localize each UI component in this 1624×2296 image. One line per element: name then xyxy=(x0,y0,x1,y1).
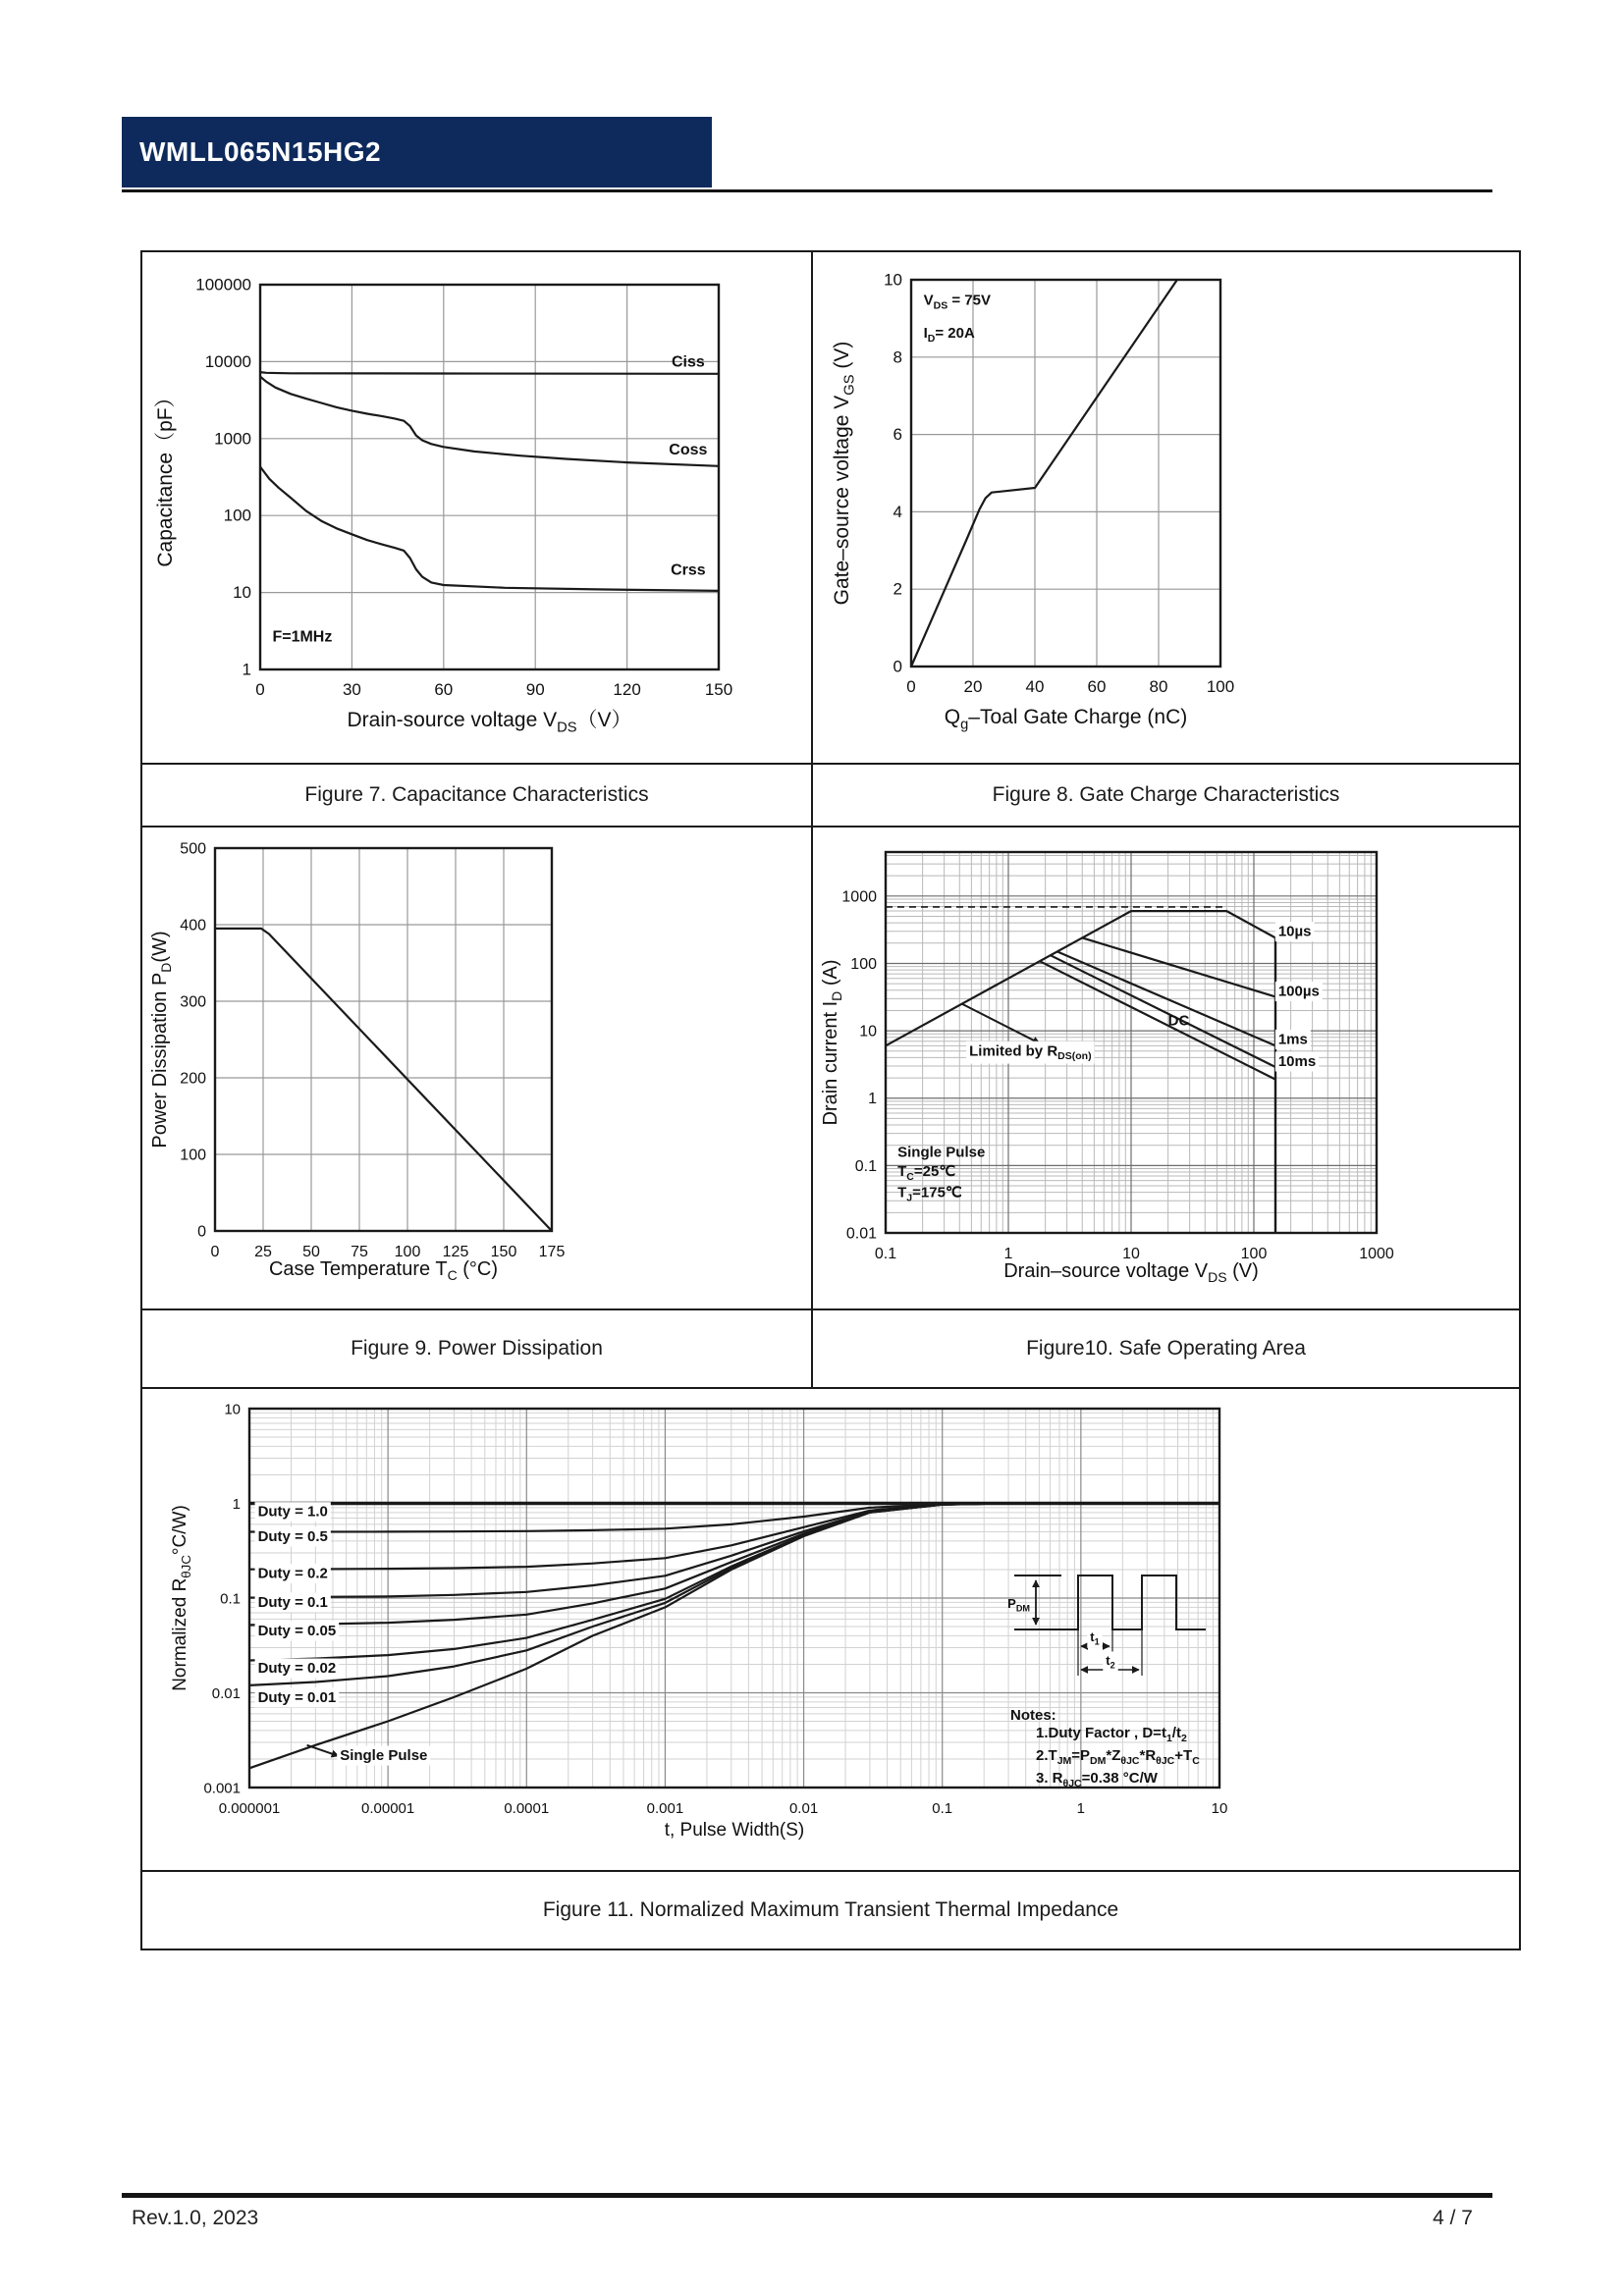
svg-text:150: 150 xyxy=(490,1244,517,1260)
svg-text:Single Pulse: Single Pulse xyxy=(340,1747,428,1765)
svg-text:Duty = 1.0: Duty = 1.0 xyxy=(257,1503,328,1521)
svg-text:0.1: 0.1 xyxy=(874,1246,897,1262)
svg-text:100: 100 xyxy=(394,1244,421,1260)
note-duty-factor: 1.Duty Factor , $D=t_1/t_2$ xyxy=(1036,1725,1187,1744)
power-dissipation-chart xyxy=(142,828,813,1308)
svg-text:F=1MHz: F=1MHz xyxy=(272,628,333,646)
svg-text:Single Pulse: Single Pulse xyxy=(897,1144,986,1161)
figures-table xyxy=(140,250,1521,1950)
svg-text:Normalized RθJC°C/W): Normalized $R_{\theta JC}^\circ C/W$) xyxy=(170,1505,193,1691)
svg-text:t2: $t_2$ xyxy=(1106,1653,1115,1671)
svg-text:0: 0 xyxy=(893,657,902,676)
svg-text:80: 80 xyxy=(1149,677,1168,696)
svg-text:10000: 10000 xyxy=(204,351,251,371)
footer-page-number: 4 / 7 xyxy=(1433,2207,1473,2229)
svg-text:4: 4 xyxy=(893,502,902,521)
svg-text:Duty = 0.02: Duty = 0.02 xyxy=(257,1660,337,1678)
svg-text:10: 10 xyxy=(233,583,251,603)
svg-text:0: 0 xyxy=(210,1244,220,1260)
svg-text:0: 0 xyxy=(255,680,265,699)
svg-text:90: 90 xyxy=(525,680,545,699)
figure8-cell xyxy=(813,252,1519,763)
svg-text:ID= 20A: $I_D= 20A$ xyxy=(923,325,975,345)
svg-text:10ms: 10ms xyxy=(1277,1052,1317,1070)
figure11-caption: Figure 11. Normalized Maximum Transient Thermal Impedance xyxy=(542,1898,1119,1921)
svg-text:100: 100 xyxy=(1240,1246,1268,1262)
svg-text:0.001: 0.001 xyxy=(646,1800,684,1817)
svg-text:0: 0 xyxy=(197,1223,206,1241)
svg-text:175: 175 xyxy=(538,1244,566,1260)
svg-text:1: 1 xyxy=(1003,1246,1013,1262)
svg-text:100: 100 xyxy=(1206,677,1235,696)
caption-row-2 xyxy=(142,1308,1519,1387)
figure10-caption: Figure10. Safe Operating Area xyxy=(1026,1337,1306,1360)
svg-text:Duty = 0.2: Duty = 0.2 xyxy=(257,1565,328,1582)
svg-text:1: 1 xyxy=(1076,1800,1086,1817)
svg-text:0.00001: 0.00001 xyxy=(361,1800,415,1817)
svg-text:1: 1 xyxy=(242,660,251,679)
svg-text:500: 500 xyxy=(180,840,206,858)
svg-text:0.0001: 0.0001 xyxy=(504,1800,550,1817)
figure8-caption: Figure 8. Gate Charge Characteristics xyxy=(992,783,1340,806)
svg-text:400: 400 xyxy=(180,917,206,934)
svg-text:Power Dissipation PD(W): Power Dissipation $P_D(W)$ xyxy=(149,931,174,1148)
svg-text:125: 125 xyxy=(442,1244,469,1260)
svg-text:PDM: $P_{DM}$ xyxy=(1007,1596,1030,1614)
header-rule xyxy=(122,189,1492,192)
svg-text:10: 10 xyxy=(859,1023,877,1041)
figure9-caption: Figure 9. Power Dissipation xyxy=(142,1310,813,1387)
svg-text:300: 300 xyxy=(180,993,206,1011)
svg-text:0.01: 0.01 xyxy=(211,1685,241,1702)
note-tjm-formula: $2.T_{JM}=P_{DM}*Z_{\theta JC}*R_{\theta JC}+T_C$ xyxy=(1036,1747,1200,1767)
svg-text:100000: 100000 xyxy=(195,275,251,294)
notes-title: Notes: xyxy=(1010,1707,1056,1724)
svg-text:150: 150 xyxy=(704,680,733,699)
svg-text:120: 120 xyxy=(613,680,641,699)
svg-text:DC: DC xyxy=(1167,1012,1190,1030)
svg-text:0.01: 0.01 xyxy=(788,1800,819,1817)
svg-text:Drain–source voltage VDS (V): Drain–source voltage $V_{DS}$ (V) xyxy=(1003,1260,1259,1285)
figure9-cell xyxy=(142,828,813,1308)
svg-text:Gate–source voltage VGS (V): Gate–source voltage $V_{GS}$ (V) xyxy=(831,341,858,606)
chart-row-2 xyxy=(142,826,1519,1308)
svg-text:100µs: 100µs xyxy=(1277,983,1320,1000)
chart-row-1 xyxy=(142,252,1519,763)
svg-text:Case Temperature TC (°C): Case Temperature $T_C$ (°C) xyxy=(268,1258,499,1283)
svg-text:Duty = 0.01: Duty = 0.01 xyxy=(257,1688,337,1706)
thermal-impedance-chart xyxy=(142,1389,1519,1870)
svg-text:200: 200 xyxy=(180,1070,206,1088)
svg-text:1: 1 xyxy=(868,1091,877,1108)
svg-text:0.001: 0.001 xyxy=(203,1780,241,1797)
svg-text:t, Pulse Width(S): t, Pulse Width(S) xyxy=(664,1820,805,1841)
svg-text:8: 8 xyxy=(893,347,902,367)
figure7-caption: Figure 7. Capacitance Characteristics xyxy=(142,765,813,826)
svg-text:Drain-source voltage VDS（V）: Drain-source voltage $V_{DS}(V)$ xyxy=(347,709,632,736)
safe-operating-area-chart xyxy=(813,828,1519,1308)
svg-text:0.1: 0.1 xyxy=(854,1157,877,1175)
svg-text:0.1: 0.1 xyxy=(220,1590,241,1608)
svg-text:1: 1 xyxy=(232,1496,241,1513)
svg-text:0.000001: 0.000001 xyxy=(218,1800,281,1817)
svg-text:100: 100 xyxy=(850,955,877,973)
svg-text:Duty = 0.1: Duty = 0.1 xyxy=(257,1593,328,1611)
caption-row-1 xyxy=(142,763,1519,826)
svg-text:Duty = 0.05: Duty = 0.05 xyxy=(257,1622,337,1639)
svg-text:10: 10 xyxy=(224,1401,241,1418)
svg-text:Crss: Crss xyxy=(671,561,706,579)
svg-text:60: 60 xyxy=(1087,677,1107,696)
svg-text:10: 10 xyxy=(1122,1246,1140,1262)
capacitance-chart xyxy=(142,252,813,763)
svg-text:Coss: Coss xyxy=(669,442,708,459)
svg-text:60: 60 xyxy=(434,680,454,699)
header-bar xyxy=(122,117,712,187)
svg-text:Ciss: Ciss xyxy=(671,353,705,371)
figure10-cell xyxy=(813,828,1519,1308)
svg-text:100: 100 xyxy=(223,506,251,525)
svg-text:25: 25 xyxy=(254,1244,272,1260)
svg-text:75: 75 xyxy=(351,1244,368,1260)
svg-text:0.01: 0.01 xyxy=(845,1225,877,1243)
svg-text:0.1: 0.1 xyxy=(932,1800,953,1817)
svg-text:50: 50 xyxy=(302,1244,320,1260)
svg-text:Drain current ID (A): Drain current $I_D$ (A) xyxy=(820,959,844,1126)
svg-text:Limited by RDS(on): Limited by $R_{DS(on)}$ xyxy=(969,1042,1092,1063)
svg-text:t1: $t_1$ xyxy=(1090,1629,1100,1647)
svg-text:1ms: 1ms xyxy=(1277,1031,1308,1048)
part-number: WMLL065N15HG2 xyxy=(139,136,382,167)
svg-text:2: 2 xyxy=(893,579,902,599)
figure11-cell xyxy=(142,1389,1519,1870)
svg-text:20: 20 xyxy=(963,677,983,696)
svg-text:VDS = 75V: $V_{DS} = 75V$ xyxy=(923,292,992,312)
figure7-cell xyxy=(142,252,813,763)
gate-charge-chart xyxy=(813,252,1519,763)
svg-text:1000: 1000 xyxy=(214,429,251,449)
chart-row-3 xyxy=(142,1387,1519,1870)
note-rthjc-value: 3. $R_{\theta JC}=0.38$ °C/W xyxy=(1036,1770,1158,1789)
svg-text:30: 30 xyxy=(342,680,361,699)
caption-row-3 xyxy=(142,1870,1519,1949)
svg-text:TC=25℃: $T_C=25℃$ xyxy=(897,1162,956,1183)
svg-text:100: 100 xyxy=(180,1147,206,1164)
svg-text:10µs: 10µs xyxy=(1277,923,1312,940)
footer-revision: Rev.1.0, 2023 xyxy=(132,2207,259,2229)
svg-text:Capacitance（pF）: Capacitance（pF） xyxy=(154,387,177,567)
svg-text:Duty = 0.5: Duty = 0.5 xyxy=(257,1527,328,1545)
svg-text:1000: 1000 xyxy=(1359,1246,1394,1262)
svg-text:1000: 1000 xyxy=(841,888,877,906)
footer-rule xyxy=(122,2193,1492,2198)
svg-text:40: 40 xyxy=(1025,677,1045,696)
svg-text:TJ=175℃: $T_J=175℃$ xyxy=(897,1184,962,1204)
svg-text:0: 0 xyxy=(906,677,916,696)
svg-text:6: 6 xyxy=(893,425,902,445)
svg-text:Qg–Toal Gate Charge (nC): $Q_g$–Toal Gate Charge (nC) xyxy=(944,706,1188,733)
svg-text:10: 10 xyxy=(1211,1800,1228,1817)
svg-text:10: 10 xyxy=(884,270,902,290)
